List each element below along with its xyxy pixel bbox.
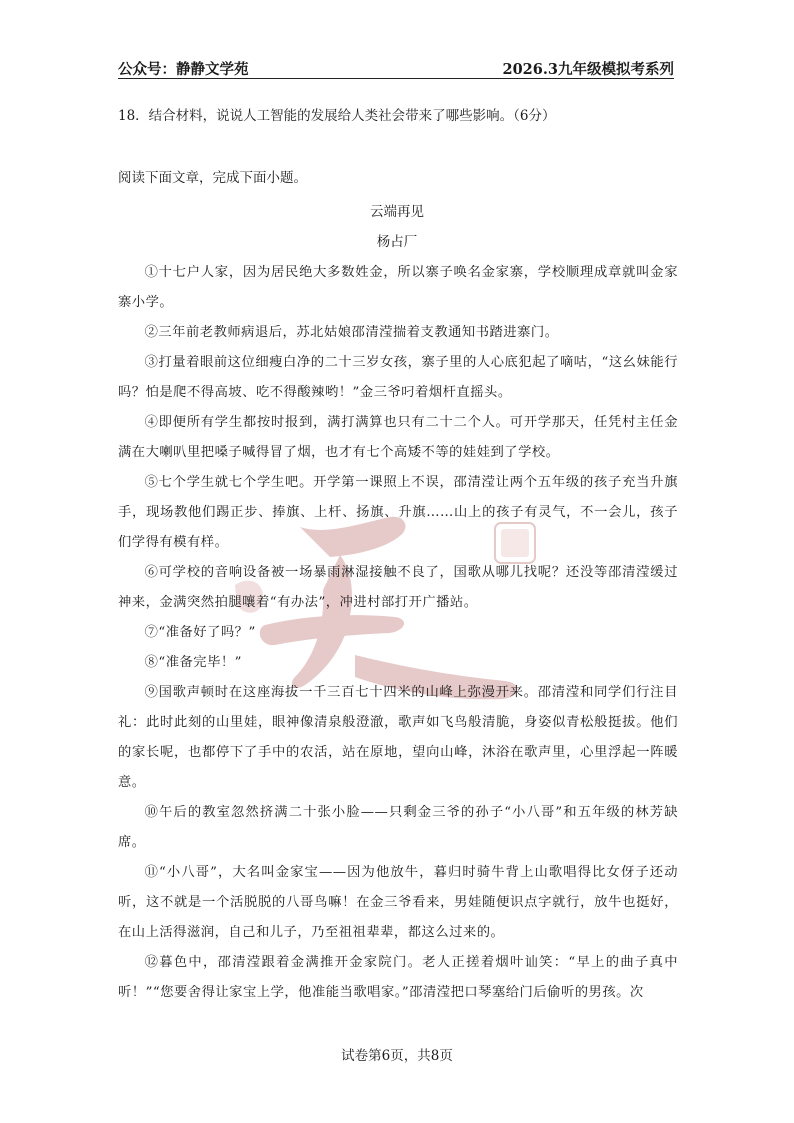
article-paragraph: ⑫暮色中，邵清滢跟着金满推开金家院门。老人正搓着烟叶讪笑：“早上的曲子真中听！”“您要舍得让家宝上学，他准能当歌唱家。”邵清滢把口琴塞给门后偷听的男孩。次 (118, 955, 678, 1000)
article-author: 杨占厂 (376, 234, 418, 250)
article-paragraph: ⑦“准备好了吗？” (144, 625, 256, 640)
article-paragraph: ⑥可学校的音响设备被一场暴雨淋湿接触不良了，国歌从哪儿找呢？还没等邵清滢缓过神来，金满突然拍腿嚷着“有办法”，冲进村部打开广播站。 (118, 565, 678, 610)
header-left-text: 公众号：静静文学苑 (118, 62, 249, 78)
page-footer: 试卷第6页，共8页 (341, 1048, 453, 1064)
article-paragraph: ⑨国歌声顿时在这座海拔一千三百七十四米的山峰上弥漫开来。邵清滢和同学们行注目礼：此时此刻的山里娃，眼神像清泉般澄澈，歌声如飞鸟般清脆，身姿似青松般挺拔。他们的家长呢，也都停下了手中的农活，站在原地，望向山峰，沐浴在歌声里，心里浮起一阵暖意。 (118, 685, 678, 790)
article-title: 云端再见 (370, 204, 424, 220)
article-paragraph: ③打量着眼前这位细瘦白净的二十三岁女孩，寨子里的人心底犯起了嘀咕，“这幺妹能行吗？怕是爬不得高坡、吃不得酸辣哟！”金三爷叼着烟杆直摇头。 (118, 355, 678, 400)
article-paragraph: ⑩午后的教室忽然挤满二十张小脸——只剩金三爷的孙子“小八哥”和五年级的林芳缺席。 (118, 805, 678, 850)
question-18: 18．结合材料，说说人工智能的发展给人类社会带来了哪些影响。（6分） (118, 108, 556, 124)
article-paragraph: ①十七户人家，因为居民绝大多数姓金，所以寨子唤名金家寨，学校顺理成章就叫金家寨小学。 (118, 265, 678, 310)
article-paragraph: ⑤七个学生就七个学生吧。开学第一课照上不误，邵清滢让两个五年级的孩子充当升旗手，现场教他们踢正步、捧旗、上杆、扬旗、升旗……山上的孩子有灵气，不一会儿，孩子们学得有模有样。 (118, 475, 678, 550)
article-paragraph: ⑧“准备完毕！” (144, 655, 242, 670)
header-right-text: 2026.3九年级模拟考系列 (502, 61, 674, 78)
reading-instruction: 阅读下面文章，完成下面小题。 (118, 170, 307, 186)
article-body (118, 258, 678, 1008)
page-header (118, 58, 674, 79)
article-paragraph: ②三年前老教师病退后，苏北姑娘邵清滢揣着支教通知书踏进寨门。 (144, 325, 559, 340)
article-paragraph: ④即便所有学生都按时报到，满打满算也只有二十二个人。可开学那天，任凭村主任金满在大喇叭里把嗓子喊得冒了烟，也才有七个高矮不等的娃娃到了学校。 (118, 415, 678, 460)
article-paragraph: ⑪“小八哥”，大名叫金家宝——因为他放牛，暮归时骑牛背上山歌唱得比女伢子还动听，这不就是一个活脱脱的八哥鸟嘛！在金三爷看来，男娃随便识点字就行，放牛也挺好，在山上活得滋润，自己和儿子，乃至祖祖辈辈，都这么过来的。 (118, 865, 678, 940)
